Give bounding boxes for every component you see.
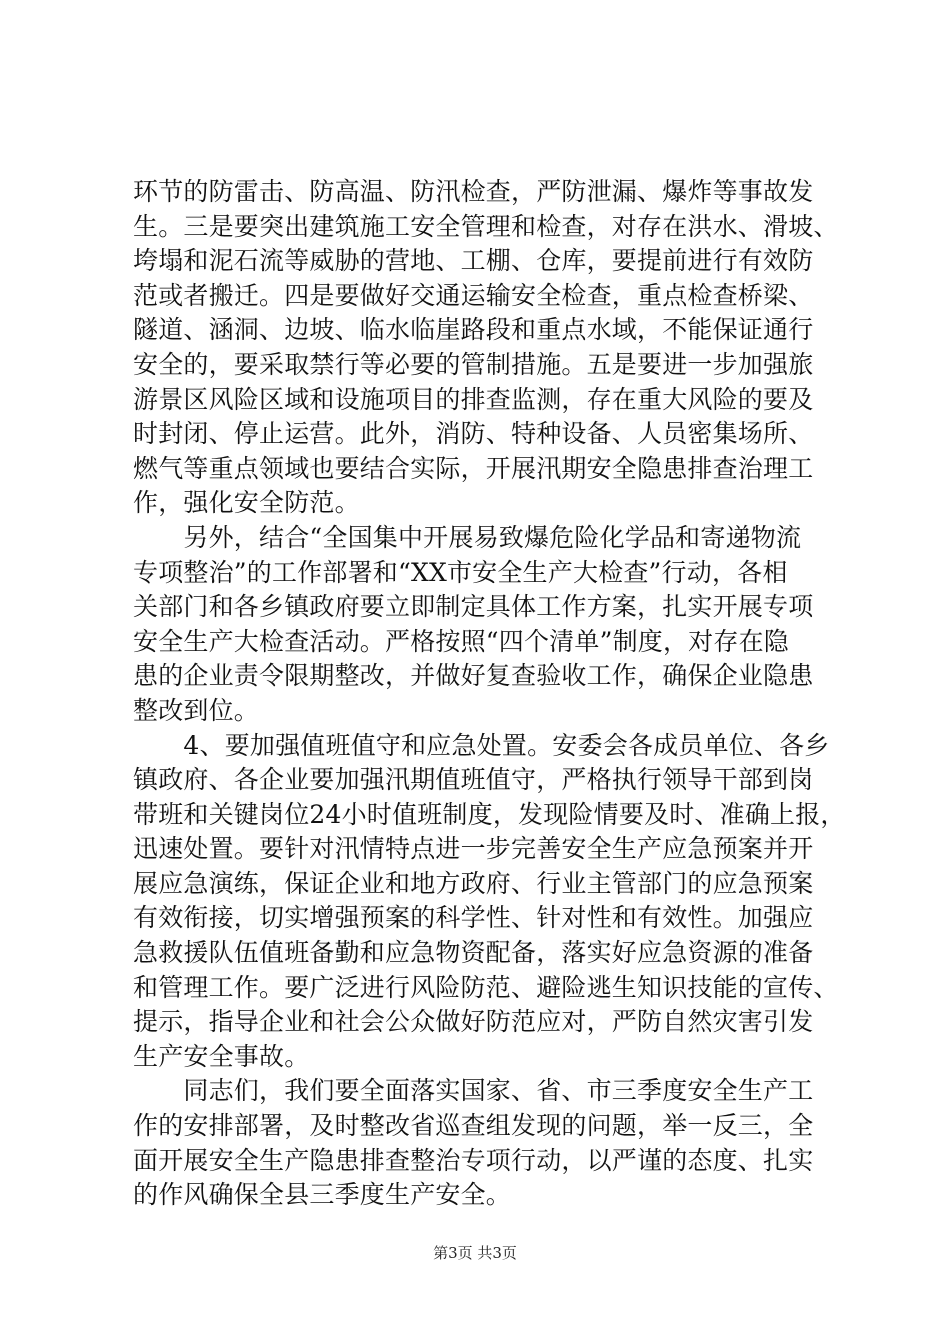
text-line: 有效衔接，切实增强预案的科学性、针对性和有效性。加强应: [133, 903, 814, 933]
text-line: 生。三是要突出建筑施工安全管理和检查，对存在洪水、滑坡、: [133, 211, 839, 241]
text-line: 作，强化安全防范。: [133, 488, 360, 518]
body-text: [133, 175, 846, 1213]
text-line: 镇政府、各企业要加强汛期值班值守，严格执行领导干部到岗: [133, 765, 814, 795]
text-line: 时封闭、停止运营。此外，消防、特种设备、人员密集场所、: [133, 419, 814, 449]
text-line: 展应急演练，保证企业和地方政府、行业主管部门的应急预案: [133, 868, 814, 898]
text-line: 提示，指导企业和社会公众做好防范应对，严防自然灾害引发: [133, 1007, 814, 1037]
text-line: 患的企业责令限期整改，并做好复查验收工作，确保企业隐患: [133, 661, 814, 691]
text-line: 急救援队伍值班备勤和应急物资配备，落实好应急资源的准备: [133, 938, 814, 968]
text-line: 4、要加强值班值守和应急处置。安委会各成员单位、各乡: [133, 730, 830, 760]
text-line: 生产安全事故。: [133, 1041, 310, 1071]
text-line: 游景区风险区域和设施项目的排查监测，存在重大风险的要及: [133, 384, 814, 414]
text-line: 带班和关键岗位24小时值班制度，发现险情要及时、准确上报，: [133, 799, 846, 829]
text-line: 范或者搬迁。四是要做好交通运输安全检查，重点检查桥梁、: [133, 280, 814, 310]
text-line: 同志们，我们要全面落实国家、省、市三季度安全生产工: [133, 1076, 814, 1106]
text-line: 作的安排部署，及时整改省巡查组发现的问题，举一反三，全: [133, 1111, 814, 1141]
text-line: 另外，结合“全国集中开展易致爆危险化学品和寄递物流: [133, 522, 802, 552]
text-line: 整改到位。: [133, 695, 260, 725]
text-line: 关部门和各乡镇政府要立即制定具体工作方案，扎实开展专项: [133, 592, 814, 622]
text-line: 专项整治”的工作部署和“XX市安全生产大检查”行动，各相: [133, 557, 788, 587]
text-line: 垮塌和泥石流等威胁的营地、工棚、仓库，要提前进行有效防: [133, 246, 814, 276]
text-line: 的作风确保全县三季度生产安全。: [133, 1180, 512, 1210]
text-line: 安全的，要采取禁行等必要的管制措施。五是要进一步加强旅: [133, 349, 814, 379]
text-line: 隧道、涵洞、边坡、临水临崖路段和重点水域，不能保证通行: [133, 315, 814, 345]
text-line: 环节的防雷击、防高温、防汛检查，严防泄漏、爆炸等事故发: [133, 177, 814, 206]
page-number-footer: 第3页 共3页: [433, 1244, 517, 1262]
text-line: 燃气等重点领域也要结合实际，开展汛期安全隐患排查治理工: [133, 453, 814, 483]
text-line: 迅速处置。要针对汛情特点进一步完善安全生产应急预案并开: [133, 834, 814, 864]
text-line: 面开展安全生产隐患排查整治专项行动，以严谨的态度、扎实: [133, 1145, 814, 1175]
text-line: 和管理工作。要广泛进行风险防范、避险逃生知识技能的宣传、: [133, 972, 839, 1002]
text-line: 安全生产大检查活动。严格按照“四个清单”制度，对存在隐: [133, 626, 789, 656]
